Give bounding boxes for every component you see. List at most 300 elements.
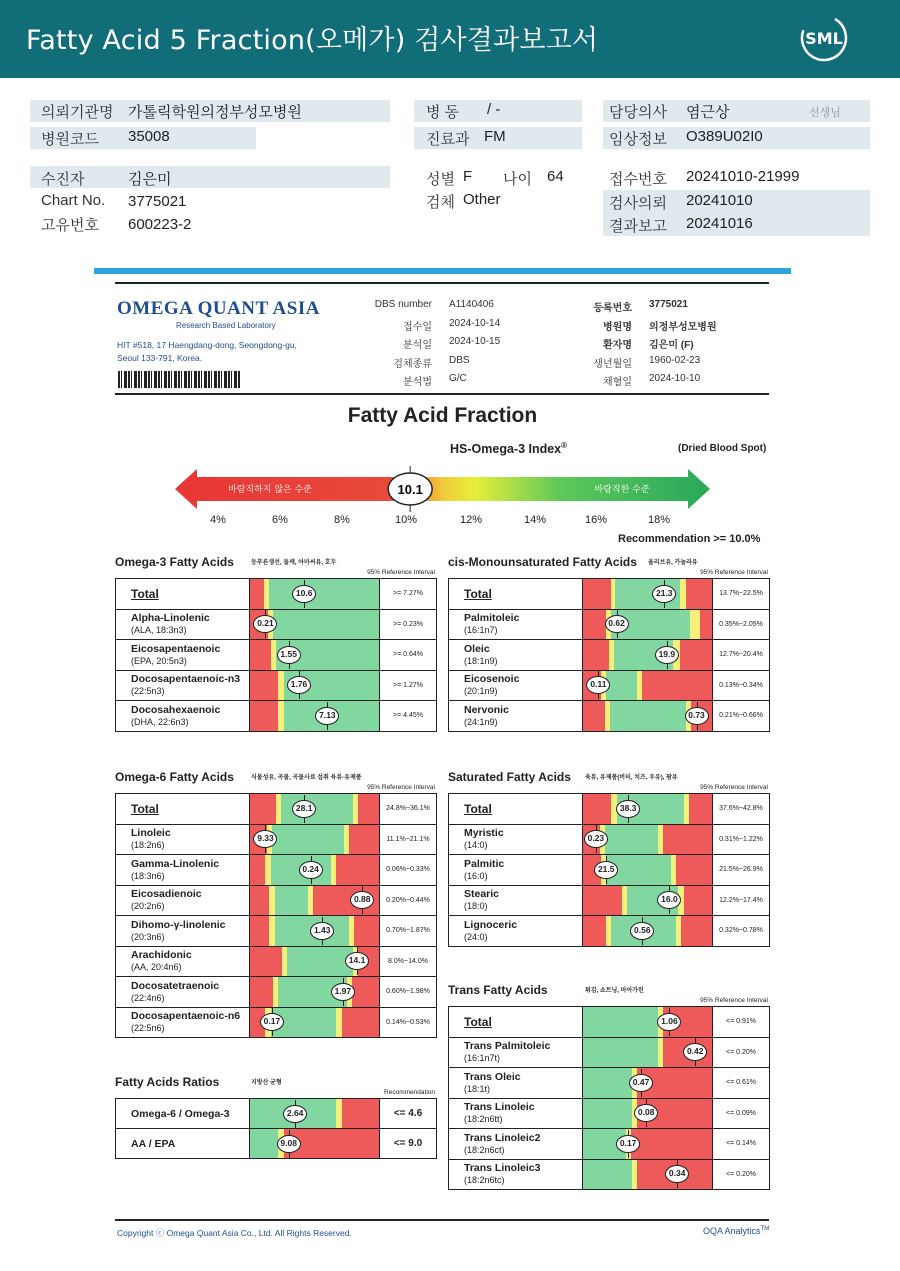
fatty-acid-name: Docosahexaenoic [131, 703, 221, 716]
meta-label: 검체종류 [393, 358, 432, 370]
table-row [449, 670, 770, 701]
patient-value: 김은미 [128, 171, 172, 188]
table-row [449, 1068, 770, 1099]
result-bar-cell [250, 855, 380, 886]
reference-cell: 0.32%~0.78% [713, 916, 770, 947]
bar-segment-red [250, 886, 269, 916]
fatty-acid-name: Eicosenoic [464, 673, 520, 686]
reference-interval-head: 95% Reference Interval [700, 569, 768, 576]
fatty-acid-fraction-title: Fatty Acid Fraction [347, 404, 538, 427]
fatty-acid-name: Stearic [464, 888, 500, 901]
receipt-value: 20241010-21999 [686, 168, 800, 185]
bar-segment-red [680, 640, 712, 670]
table-row [449, 640, 770, 671]
reference-cell: <= 4.6 [380, 1099, 437, 1129]
reference-cell: 0.70%~1.87% [380, 916, 437, 947]
sex-label: 성별 [426, 171, 455, 188]
reference-cell: >= 7.27% [380, 579, 437, 610]
fatty-acid-name: Oleic [464, 642, 490, 655]
reference-cell: <= 0.91% [713, 1007, 770, 1038]
fatty-acid-name: Omega-6 / Omega-3 [131, 1107, 230, 1120]
result-value-marker: 7.13 [315, 707, 339, 725]
fatty-acid-name-cell [449, 824, 583, 855]
fatty-acid-name-cell [116, 579, 250, 610]
result-bar [250, 579, 379, 609]
specimen-label: 검체 [426, 194, 455, 211]
result-bar-cell [583, 1037, 713, 1068]
result-value-marker: 0.42 [683, 1043, 707, 1061]
table-row [116, 824, 437, 855]
meta-value: A1140406 [449, 299, 494, 310]
mono-table [448, 578, 770, 732]
meta-value: DBS [449, 354, 470, 366]
result-bar [250, 886, 379, 916]
reference-cell: 37.6%~42.8% [713, 794, 770, 825]
reference-cell: 0.21%~0.66% [713, 701, 770, 732]
doctor-label: 담당의사 [609, 104, 667, 121]
index-value: 10.1 [397, 482, 423, 497]
bar-segment-green [605, 825, 658, 855]
meta-right-label: 환자명 [603, 340, 632, 351]
result-bar-cell [583, 1098, 713, 1129]
report-date-value: 20241016 [686, 215, 753, 232]
bar-segment-red [583, 886, 622, 916]
fatty-acid-name-cell [116, 794, 250, 825]
fatty-acid-notation: (DHA, 22:6n3) [131, 716, 189, 727]
result-bar [583, 610, 712, 640]
fatty-acid-name-cell [449, 1098, 583, 1129]
fatty-acid-name-cell [116, 824, 250, 855]
ratios-table [115, 1098, 437, 1159]
age-label: 나이 [503, 171, 532, 188]
mono-section-title: cis-Monounsaturated Fatty Acids [448, 555, 637, 569]
sat-section-sources: 육류, 유제품(버터, 치즈, 우유), 팜유 [585, 775, 678, 781]
oqa-analytics-text: OQA Analytics [703, 1226, 761, 1236]
bar-segment-red [583, 794, 611, 824]
oqa-analytics-sup: TM [760, 1226, 770, 1232]
report-top-line [115, 282, 769, 284]
bar-segment-red [250, 977, 273, 1007]
bar-segment-green [583, 1160, 632, 1190]
arrow-left-label: 바람직하지 않은 수준 [228, 485, 312, 495]
bar-segment-red [642, 671, 712, 701]
result-bar-cell [583, 1007, 713, 1038]
result-value-marker: 0.34 [665, 1165, 689, 1183]
meta-right-label: 병원명 [603, 321, 632, 333]
result-value-marker: 21.3 [652, 585, 676, 603]
reference-cell: 8.0%~14.0% [380, 946, 437, 977]
fatty-acid-name-cell [449, 609, 583, 640]
result-bar-cell [583, 1068, 713, 1099]
bar-segment-red [250, 916, 269, 946]
meta-label: 분석일 [403, 340, 432, 351]
reference-cell: 11.1%~21.1% [380, 824, 437, 855]
bar-segment-green [272, 825, 344, 855]
fatty-acid-name: Total [464, 586, 492, 601]
fatty-acid-name: Arachidonic [131, 949, 192, 962]
reference-cell: >= 4.45% [380, 701, 437, 732]
fatty-acid-notation: (18:0) [464, 901, 488, 912]
bar-segment-red [352, 977, 379, 1007]
result-bar-cell [583, 1129, 713, 1160]
fatty-acid-name: Myristic [464, 827, 504, 840]
meta-right-label: 생년월일 [593, 358, 632, 370]
fatty-acid-name: Eicosapentaenoic [131, 642, 221, 655]
table-row [116, 977, 437, 1008]
reference-cell: >= 1.27% [380, 670, 437, 701]
result-bar [250, 640, 379, 670]
trans-section-title: Trans Fatty Acids [448, 983, 548, 997]
reference-cell: <= 0.20% [713, 1159, 770, 1190]
table-row [116, 609, 437, 640]
report-title: Fatty Acid 5 Fraction(오메가) 검사결과보고서 [26, 25, 599, 56]
report-header [0, 0, 900, 78]
table-row [116, 670, 437, 701]
table-row [449, 701, 770, 732]
fatty-acid-name: Nervonic [464, 703, 509, 716]
result-value-marker: 0.88 [350, 891, 374, 909]
result-bar [250, 977, 379, 1007]
fatty-acid-name-cell [449, 794, 583, 825]
svg-text:SML: SML [805, 29, 843, 48]
bar-segment-red [250, 794, 276, 824]
requester-label: 의뢰기관명 [41, 104, 114, 121]
result-value-marker: 21.5 [594, 861, 618, 879]
table-row [449, 794, 770, 825]
clinical-value: O389U02I0 [686, 128, 763, 145]
result-bar-cell [250, 794, 380, 825]
fatty-acid-notation: (24:0) [464, 931, 488, 942]
reference-cell: <= 0.14% [713, 1129, 770, 1160]
result-value-marker: 9.08 [277, 1135, 301, 1153]
table-row [116, 579, 437, 610]
meta-value: 2024-10-15 [449, 336, 501, 347]
fatty-acid-name-cell [116, 1099, 250, 1129]
fatty-acid-name-cell [449, 885, 583, 916]
table-row [116, 1129, 437, 1159]
meta-right-value: 의정부성모병원 [649, 321, 717, 333]
fatty-acid-name: Total [464, 801, 492, 816]
omega6-table [115, 793, 437, 1038]
fatty-acid-name-cell [449, 855, 583, 886]
reference-interval-head: 95% Reference Interval [367, 569, 435, 576]
sat-section-title: Saturated Fatty Acids [448, 770, 571, 784]
result-bar [583, 671, 712, 701]
reference-cell: 21.5%~26.9% [713, 855, 770, 886]
bar-segment-red [583, 916, 606, 946]
reference-cell: <= 0.20% [713, 1037, 770, 1068]
reference-cell: 0.35%~2.05% [713, 609, 770, 640]
fatty-acid-name: Docosapentaenoic-n3 [131, 673, 241, 686]
bar-segment-red [681, 916, 712, 946]
receipt-label: 접수번호 [609, 171, 667, 188]
result-bar-cell [250, 885, 380, 916]
table-row [449, 579, 770, 610]
mono-section-sources: 올리브유, 카놀라유 [648, 560, 698, 566]
table-row [449, 824, 770, 855]
result-bar [250, 671, 379, 701]
sml-logo-icon [798, 12, 850, 64]
barcode [118, 371, 240, 388]
report-date-label: 결과보고 [609, 218, 667, 235]
bar-segment-red [684, 886, 712, 916]
result-bar [583, 1068, 712, 1098]
fatty-acid-notation: (18:2n6tc) [464, 1175, 505, 1186]
bar-segment-green [583, 1038, 658, 1068]
bar-segment-red [250, 855, 265, 885]
result-value-marker: 9.33 [253, 830, 277, 848]
fatty-acid-name-cell [449, 670, 583, 701]
bar-segment-red [250, 579, 264, 609]
meta-right-value: 김은미 (F) [649, 340, 694, 351]
fatty-acid-notation: (18:2n6) [131, 840, 165, 851]
bar-segment-red [342, 1008, 379, 1038]
fatty-acid-name-cell [116, 1007, 250, 1038]
bar-segment-green [583, 1007, 658, 1037]
meta-right-label: 등록번호 [593, 303, 632, 314]
result-bar [583, 855, 712, 885]
gauge-tick-label: 8% [334, 514, 350, 526]
doctor-value: 염근상 [686, 104, 730, 121]
fatty-acid-notation: (16:0) [464, 870, 488, 881]
bar-segment-green [269, 579, 379, 609]
fatty-acid-name-cell [116, 855, 250, 886]
reference-interval-head: 95% Reference Interval [700, 784, 768, 791]
specimen-value: Other [463, 191, 501, 208]
fatty-acid-name-cell [449, 1068, 583, 1099]
bar-segment-red [354, 916, 379, 946]
result-value-marker: 1.76 [287, 676, 311, 694]
report-header-line [115, 393, 769, 395]
bar-segment-green [610, 701, 686, 731]
meta-value: G/C [449, 373, 467, 384]
result-value-marker: 0.62 [605, 615, 629, 633]
result-bar [250, 855, 379, 885]
fatty-acid-notation: (20:1n9) [464, 686, 498, 697]
result-bar [250, 1129, 379, 1158]
fatty-acid-name: Palmitic [464, 857, 505, 870]
bar-segment-red [250, 701, 278, 731]
result-value-marker: 0.56 [630, 922, 654, 940]
result-bar [250, 610, 379, 640]
fatty-acid-name: Gamma-Linolenic [131, 857, 220, 870]
reference-cell: 0.31%~1.22% [713, 824, 770, 855]
table-row [116, 885, 437, 916]
chart-label: Chart No. [41, 192, 106, 209]
gauge-tick-label: 16% [584, 514, 608, 526]
result-bar [583, 886, 712, 916]
reference-interval-head: 95% Reference Interval [367, 784, 435, 791]
fatty-acid-name-cell [449, 1129, 583, 1160]
meta-right-value: 1960-02-23 [649, 354, 701, 366]
result-bar-cell [583, 1159, 713, 1190]
bar-segment-green [287, 947, 353, 977]
bar-segment-green [250, 1129, 278, 1158]
bar-segment-red [250, 947, 282, 977]
fatty-acid-name-cell [449, 579, 583, 610]
fatty-acid-name: Dihomo-γ-linolenic [131, 918, 226, 931]
result-value-marker: 16.0 [657, 891, 681, 909]
fatty-acid-name-cell [116, 640, 250, 671]
index-title-sup: ® [561, 441, 568, 450]
fatty-acid-name: Total [464, 1014, 492, 1029]
bar-segment-red [700, 610, 712, 640]
result-bar-cell [583, 885, 713, 916]
table-row [449, 885, 770, 916]
gauge-tick-label: 10% [394, 514, 418, 526]
bar-segment-red [686, 579, 712, 609]
fatty-acid-notation: (EPA, 20:5n3) [131, 655, 187, 666]
result-value-marker: 0.17 [616, 1135, 640, 1153]
index-title [450, 441, 567, 456]
reference-interval-head: 95% Reference Interval [700, 997, 768, 1004]
table-row [116, 640, 437, 671]
reference-cell: 0.60%~1.98% [380, 977, 437, 1008]
result-bar [583, 794, 712, 824]
result-bar-cell [250, 1129, 380, 1159]
bar-segment-red [250, 671, 278, 701]
omega6-section-sources: 식물성유, 곡물, 곡물사료 섭취 육류·유제품 [251, 775, 362, 781]
reference-cell: 0.14%~0.53% [380, 1007, 437, 1038]
patient-label: 수진자 [41, 171, 85, 188]
reference-cell: >= 0.23% [380, 609, 437, 640]
fatty-acid-name: Trans Linoleic3 [464, 1162, 541, 1175]
fatty-acid-notation: (18:1t) [464, 1083, 491, 1094]
index-marker [388, 466, 432, 512]
bar-segment-red [631, 1129, 712, 1159]
fatty-acid-name: Linoleic [131, 827, 171, 840]
fatty-acid-notation: (16:1n7t) [464, 1053, 501, 1064]
bar-segment-red [349, 825, 379, 855]
fatty-acid-name-cell [449, 1037, 583, 1068]
gauge-tick-label: 14% [523, 514, 547, 526]
result-bar-cell [250, 977, 380, 1008]
gauge-tick-label: 6% [272, 514, 288, 526]
table-row [449, 1129, 770, 1160]
fatty-acid-name-cell [116, 946, 250, 977]
fatty-acid-name-cell [116, 670, 250, 701]
fatty-acid-name: Eicosadienoic [131, 888, 202, 901]
section-divider [94, 268, 791, 274]
fatty-acid-name-cell [449, 1007, 583, 1038]
table-row [116, 1099, 437, 1129]
result-bar [250, 794, 379, 824]
fatty-acid-name: Trans Palmitoleic [464, 1040, 551, 1053]
reference-cell: 0.20%~0.44% [380, 885, 437, 916]
fatty-acid-name: Palmitoleic [464, 612, 520, 625]
reference-interval-head: Recommendation [384, 1089, 435, 1096]
reference-cell: <= 0.61% [713, 1068, 770, 1099]
fatty-acid-name-cell [449, 916, 583, 947]
result-bar-cell [583, 824, 713, 855]
bar-segment-green [583, 1068, 632, 1098]
recommendation: Recommendation >= 10.0% [618, 533, 761, 545]
result-bar [250, 916, 379, 946]
trans-table [448, 1006, 770, 1190]
fatty-acid-name-cell [449, 701, 583, 732]
doctor-suffix: 선생님 [809, 107, 841, 119]
result-bar-cell [250, 946, 380, 977]
result-bar-cell [250, 579, 380, 610]
fatty-acid-name: Alpha-Linolenic [131, 612, 210, 625]
unique-value: 600223-2 [128, 216, 192, 233]
fatty-acid-notation: (ALA, 18:3n3) [131, 625, 187, 636]
table-row [449, 916, 770, 947]
gauge-tick-label: 18% [647, 514, 671, 526]
result-bar-cell [583, 609, 713, 640]
fatty-acid-name-cell [116, 701, 250, 732]
fatty-acid-name-cell [116, 977, 250, 1008]
result-bar-cell [583, 701, 713, 732]
result-value-marker: 1.06 [657, 1013, 681, 1031]
result-bar-cell [250, 670, 380, 701]
result-bar [583, 1160, 712, 1190]
result-bar-cell [583, 670, 713, 701]
result-value-marker: 1.97 [331, 983, 355, 1001]
fatty-acid-name-cell [116, 916, 250, 947]
meta-label: DBS number [374, 299, 432, 310]
ratios-section-sources: 지방산 균형 [251, 1080, 282, 1086]
table-row [116, 916, 437, 947]
result-value-marker: 28.1 [292, 800, 316, 818]
table-row [449, 609, 770, 640]
result-value-marker: 0.08 [634, 1104, 658, 1122]
reference-cell: 12.7%~20.4% [713, 640, 770, 671]
result-bar-cell [250, 916, 380, 947]
reference-cell: 0.06%~0.33% [380, 855, 437, 886]
result-value-marker: 0.11 [586, 676, 610, 694]
fatty-acid-name: Total [131, 801, 159, 816]
fatty-acid-name: Docosatetraenoic [131, 979, 220, 992]
fatty-acid-name: Total [131, 586, 159, 601]
fatty-acid-name-cell [116, 885, 250, 916]
request-label: 검사의뢰 [609, 195, 667, 212]
result-bar [250, 947, 379, 977]
fatty-acid-name-cell [116, 1129, 250, 1159]
address-line-2: Seoul 133-791, Korea. [117, 353, 203, 363]
result-value-marker: 14.1 [345, 952, 369, 970]
fatty-acid-name: AA / EPA [131, 1137, 176, 1150]
result-bar-cell [250, 609, 380, 640]
fatty-acid-notation: (18:3n6) [131, 870, 165, 881]
result-bar [250, 1008, 379, 1038]
result-bar [250, 701, 379, 731]
fatty-acid-name: Trans Linoleic [464, 1101, 535, 1114]
bar-segment-red [358, 794, 379, 824]
fatty-acid-name-cell [116, 609, 250, 640]
omega-quant-logo: OMEGA QUANT ASIA [117, 298, 320, 319]
result-bar-cell [583, 579, 713, 610]
result-bar [583, 640, 712, 670]
result-bar-cell [250, 640, 380, 671]
ratios-section-title: Fatty Acids Ratios [115, 1075, 220, 1089]
bar-segment-red [689, 794, 712, 824]
result-bar [583, 1099, 712, 1129]
bar-segment-red [663, 825, 712, 855]
arrow-right-label: 바람직한 수준 [594, 485, 650, 495]
table-row [116, 855, 437, 886]
meta-right-value: 3775021 [649, 299, 688, 310]
meta-value: 2024-10-14 [449, 317, 501, 329]
copyright: Copyright ⓒ Omega Quant Asia Co., Ltd. All Rights Reserved. [117, 1228, 352, 1238]
result-bar [583, 825, 712, 855]
fatty-acid-notation: (20:2n6) [131, 901, 165, 912]
bar-segment-red [676, 855, 712, 885]
fatty-acid-notation: (18:2n6tt) [464, 1114, 503, 1125]
result-value-marker: 38.3 [616, 800, 640, 818]
result-value-marker: 1.55 [277, 646, 301, 664]
chart-value: 3775021 [128, 193, 187, 210]
